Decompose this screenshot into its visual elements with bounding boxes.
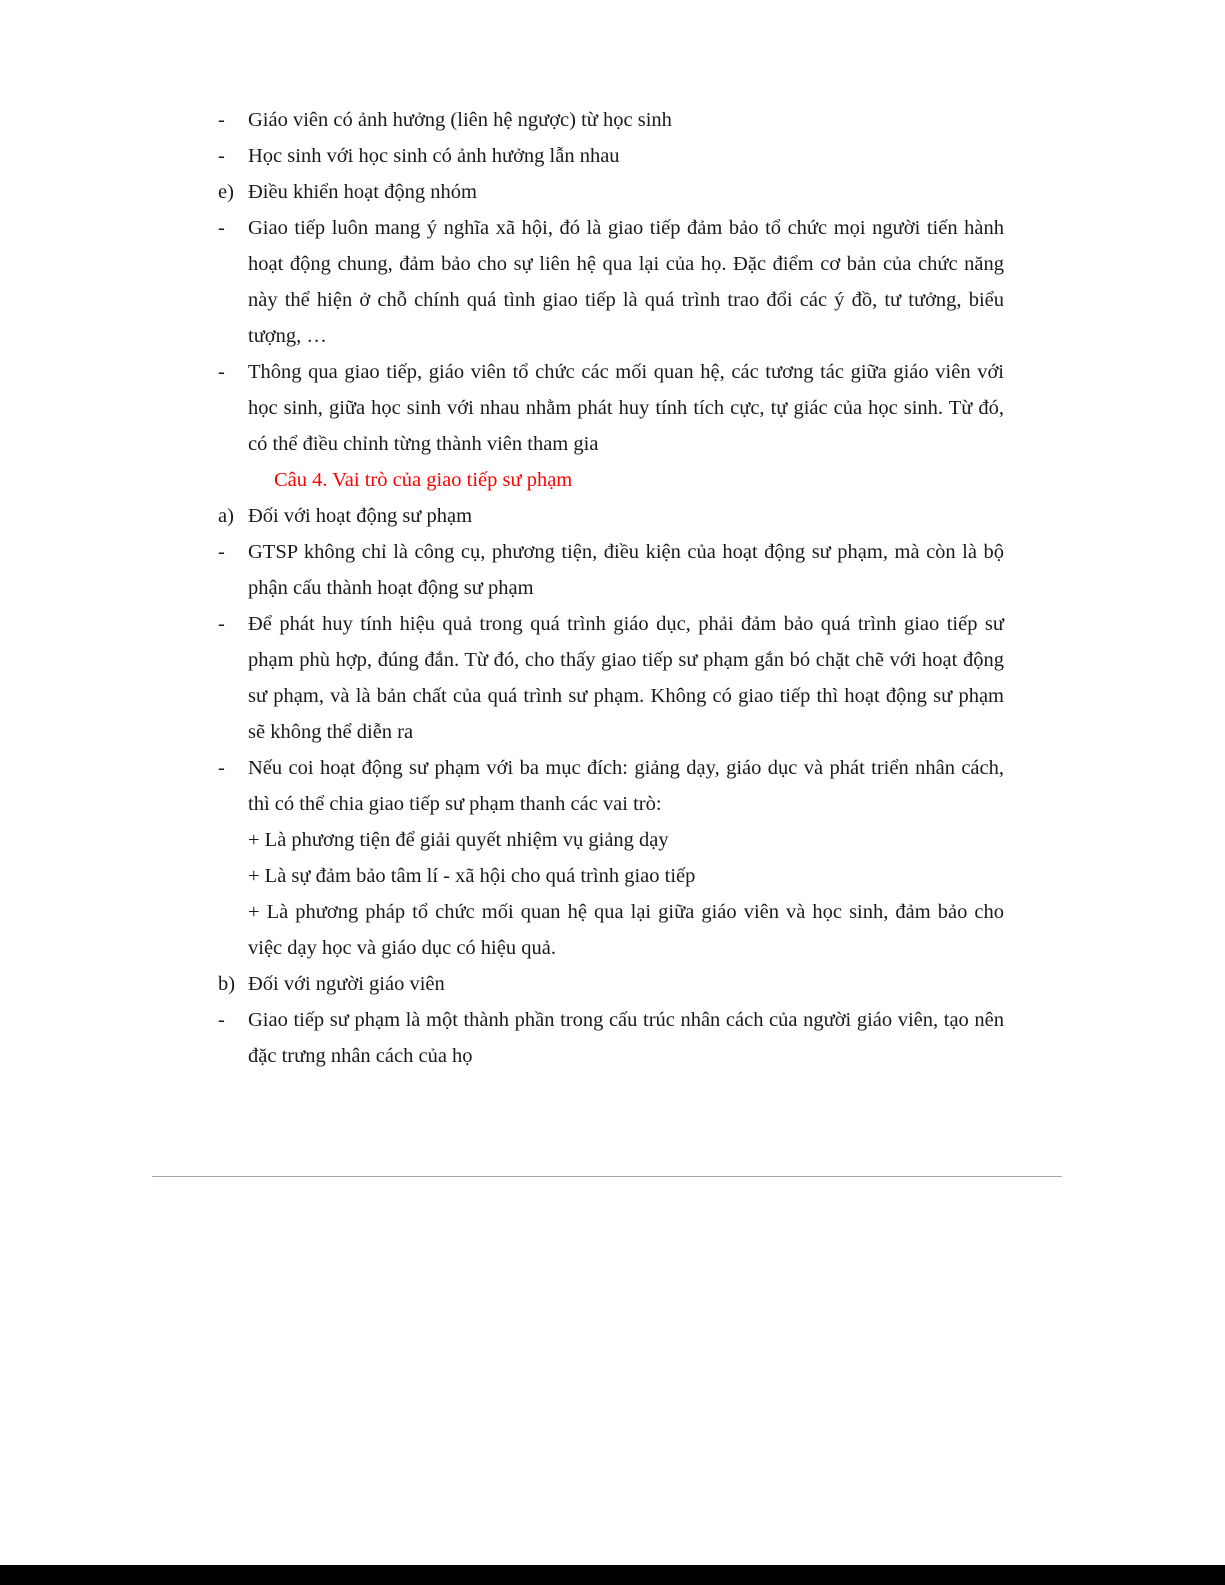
bottom-edge-bar	[0, 1565, 1225, 1585]
list-item-text: Để phát huy tính hiệu quả trong quá trình giáo dục, phải đảm bảo quá trình giao tiếp sư phạm phù hợp, đúng đắn. Từ đó, cho thấy giao tiếp sư phạm gắn bó chặt chẽ với hoạt động sư phạm, và là bản chất của quá trình sư phạm. Không có giao tiếp thì hoạt động sư phạm sẽ không thể diễn ra	[248, 613, 1004, 743]
list-item	[218, 750, 1004, 822]
sub-list-item-text: + Là phương pháp tổ chức mối quan hệ qua lại giữa giáo viên và học sinh, đảm bảo cho việc dạy học và giáo dục có hiệu quả.	[248, 901, 1004, 959]
list-item	[218, 102, 1004, 138]
section-marker: b)	[218, 973, 236, 995]
sub-list-item-text: + Là phương tiện để giải quyết nhiệm vụ giảng dạy	[248, 829, 669, 851]
list-item-text: Nếu coi hoạt động sư phạm với ba mục đích: giảng dạy, giáo dục và phát triển nhân cách, thì có thể chia giao tiếp sư phạm thanh các vai trò:	[248, 757, 1004, 815]
bullet-marker: -	[218, 757, 225, 779]
document-body	[218, 102, 1004, 1074]
list-item-text: Học sinh với học sinh có ảnh hưởng lẫn nhau	[248, 145, 620, 167]
sub-list-item	[218, 822, 1004, 858]
bullet-marker: -	[218, 613, 225, 635]
bullet-marker: -	[218, 541, 225, 563]
list-item	[218, 210, 1004, 354]
section-heading-a	[218, 498, 1004, 534]
list-item	[218, 1002, 1004, 1074]
section-heading-text: Đối với hoạt động sư phạm	[248, 505, 473, 527]
section-heading-b	[218, 966, 1004, 1002]
page-divider	[152, 1176, 1062, 1177]
list-item	[218, 354, 1004, 462]
list-item-text: Giáo viên có ảnh hưởng (liên hệ ngược) từ học sinh	[248, 109, 672, 131]
bullet-marker: -	[218, 109, 225, 131]
section-heading-text: Đối với người giáo viên	[248, 973, 445, 995]
bullet-marker: -	[218, 217, 225, 239]
list-item-text: Giao tiếp luôn mang ý nghĩa xã hội, đó là giao tiếp đảm bảo tổ chức mọi người tiến hành hoạt động chung, đảm bảo cho sự liên hệ qua lại của họ. Đặc điểm cơ bản của chức năng này thể hiện ở chỗ chính quá tình giao tiếp là quá trình trao đổi các ý đồ, tư tưởng, biểu tượng, …	[248, 217, 1004, 347]
section-marker: a)	[218, 505, 234, 527]
sub-list-item	[218, 858, 1004, 894]
sub-list-item-text: + Là sự đảm bảo tâm lí - xã hội cho quá trình giao tiếp	[248, 865, 696, 887]
section-marker: e)	[218, 181, 234, 203]
list-item-text: Thông qua giao tiếp, giáo viên tổ chức các mối quan hệ, các tương tác giữa giáo viên với học sinh, giữa học sinh với nhau nhằm phát huy tính tích cực, tự giác của học sinh. Từ đó, có thể điều chỉnh từng thành viên tham gia	[248, 361, 1004, 455]
bullet-marker: -	[218, 145, 225, 167]
bullet-marker: -	[218, 1009, 225, 1031]
list-item	[218, 534, 1004, 606]
question-heading	[218, 462, 1004, 498]
sub-list-item	[218, 894, 1004, 966]
list-item-text: Giao tiếp sư phạm là một thành phần trong cấu trúc nhân cách của người giáo viên, tạo nên đặc trưng nhân cách của họ	[248, 1009, 1004, 1067]
section-heading-e	[218, 174, 1004, 210]
question-heading-text: Câu 4. Vai trò của giao tiếp sư phạm	[274, 469, 573, 491]
list-item	[218, 606, 1004, 750]
list-item-text: GTSP không chỉ là công cụ, phương tiện, điều kiện của hoạt động sư phạm, mà còn là bộ phận cấu thành hoạt động sư phạm	[248, 541, 1004, 599]
section-heading-text: Điều khiển hoạt động nhóm	[248, 181, 477, 203]
bullet-marker: -	[218, 361, 225, 383]
list-item	[218, 138, 1004, 174]
